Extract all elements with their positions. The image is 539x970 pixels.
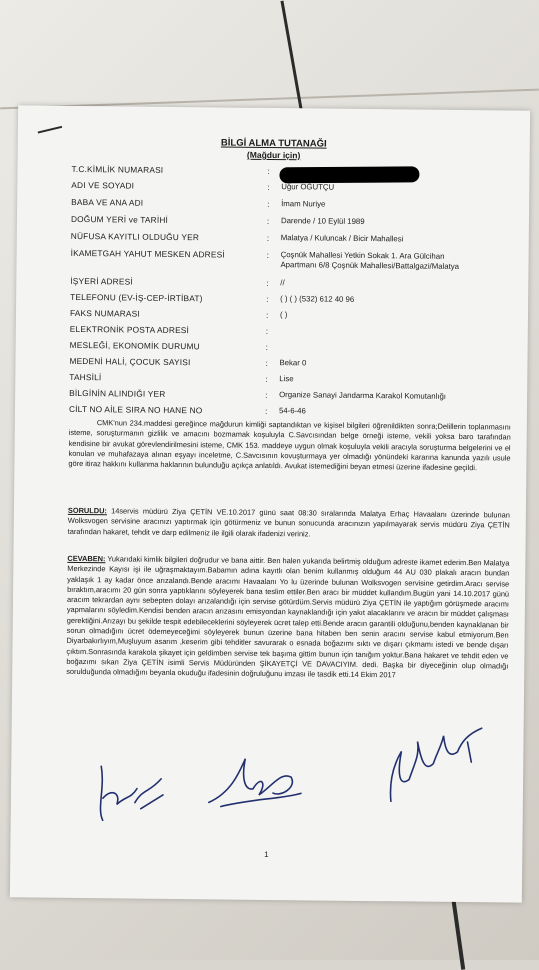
field-label: TAHSİLİ — [69, 371, 102, 383]
pen-mark — [36, 124, 66, 136]
signature-2 — [201, 752, 312, 813]
field-colon: : — [265, 309, 269, 320]
field-label: CİLT NO AİLE SIRA NO HANE NO — [68, 403, 203, 416]
field-colon: : — [266, 293, 269, 304]
field-label: İŞYERİ ADRESİ — [70, 275, 133, 287]
field-value: Organize Sanayi Jandarma Karakol Komutanlığı — [279, 390, 447, 401]
page-number: 1 — [264, 849, 269, 860]
field-value: Bekar 0 — [279, 358, 307, 368]
field-value: Çoşnük Mahallesi Yetkin Sokak 1. Ara Gülcihan Apartmanı 6/8 Çoşnük Mahallesi/Battalgazi/Malatya — [280, 250, 460, 271]
field-label: DOĞUM YERİ ve TARİHİ — [70, 213, 169, 225]
field-name — [71, 180, 511, 199]
field-colon: : — [264, 405, 268, 416]
field-value: // — [280, 278, 285, 288]
field-value: İmam Nuriye — [281, 199, 326, 209]
field-colon: : — [265, 341, 269, 352]
answer-paragraph — [66, 554, 509, 682]
field-label: ELEKTRONİK POSTA ADRESİ — [69, 323, 190, 336]
field-birth — [71, 214, 511, 233]
signature-1 — [91, 758, 172, 829]
answer-text: Yukarıdaki kimlik bilgileri doğrudur ve bana aittir. Ben halen yukarıda belirtmiş olduğum adreste ikamet ederim.Ben Malatya Merkezinde Kayısı işi ile uğraşmaktayım.Babamın adına kayıtlı olan benim kullanmış olduğum 44 AU 030 plakalı aracın bundan yaklaşık 1 ay kadar önce arızalandı.Bende aracımı Havaalanı Yo lu üzerinde bulunan Wolksvogen servisine getirdim.Aracı servise bıraktım,aracımı 20 gün sonra yaptıklarını söyleyerek bana teslim ettiler.Ben aracı bir müddet kullandım.Bugün yani 14.10.2017 günü aracım tekrardan aynı sebepten dolayı arızalandığı için servise götürdüm.Servis müdürü Ziya ÇETİN ile yaptığım görüşmede aracımı yapmalarını söyledim.Kendisi benden aracın arızasını emisyondan kaynaklandığı için yakıt alacaklarını ve aracın bir müddet çalışması gerektiğini.Arızayı bu şekilde tespit edebileceklerini söyleyerek ücret talep etti.Bende aracın garantili olduğunu,benden kaynaklanan bir sorun olmadığını ücret ödemeyeceğimi söyleyerek bunun üzerine bana hitaben ben senin aracını servise kabul etmiyorum.Ben Diyarbakırlıyım,Muşluyum asarım ,keserim gibi tehditler savurarak o esnada boğazımı sıktı ve dışarı çıkmamı istedi ve bende dışarı çıktım.Sonrasında karakola şikayet için geldimben servise tek başıma gittim bunun için tanığım yoktur.Bana hakaret ve tehdit eden ve boğazımı sıkan Ziya ÇETİN isimli Servis Müdüründen ŞİKAYETÇİ VE DAVACIYIM. dedi. Başka bir diyeceğinin olup olmadığı sorulduğunda olmadığını beyanla okuduğu ifadesinin doğruluğunu imzası ile tasdik etti.14 Ekim 2017 — [66, 554, 510, 680]
field-value: Malatya / Kuluncak / Bicir Mahallesi — [280, 233, 404, 244]
field-colon: : — [267, 165, 270, 176]
field-colon: : — [267, 181, 270, 192]
field-colon: : — [266, 249, 269, 260]
field-value: ( ) — [279, 310, 288, 320]
field-colon: : — [267, 198, 270, 209]
field-label: MESLEĞİ, EKONOMİK DURUMU — [69, 339, 200, 352]
field-colon: : — [265, 389, 268, 400]
field-colon: : — [266, 215, 270, 226]
field-value: 54-6-46 — [278, 406, 306, 416]
field-colon: : — [265, 357, 268, 368]
question-text: 14servis müdürü Ziya ÇETİN VE.10.2017 günü saat 08:30 sıralarında Malatya Erhaç Havaalanı üzerinde bulunan Wolksvogen servisine aracınızı yaptırmak için götürmeniz ve bunun sonucunda aracınızın yapılmayarak servis müdürü Ziya ÇETİN tarafından hakaret, tehdit ve darp edilmeniz ile ilgili olarak ifadenizi veriniz. — [67, 506, 510, 539]
field-value: Darende / 10 Eylül 1989 — [280, 216, 365, 226]
field-colon: : — [266, 232, 270, 243]
field-label: BİLGİNİN ALINDIĞI YER — [69, 387, 166, 399]
document-sheet — [10, 105, 530, 902]
field-colon: : — [265, 373, 268, 384]
answer-label: CEVABEN: — [67, 553, 106, 564]
field-label: NÜFUSA KAYITLI OLDUĞU YER — [70, 230, 200, 243]
field-value: Lise — [279, 374, 294, 384]
field-label: T.C.KİMLİK NUMARASI — [71, 163, 164, 175]
field-address — [70, 248, 510, 277]
field-value: ( ) ( ) (532) 612 40 96 — [280, 294, 355, 304]
question-label: SORULDU: — [67, 505, 107, 516]
field-colon: : — [265, 325, 269, 336]
field-label: ADI VE SOYADI — [71, 179, 135, 191]
signature-3 — [371, 721, 502, 812]
question-paragraph — [68, 506, 510, 542]
field-parents — [71, 197, 511, 216]
field-value: Uğur OĞUTÇU — [281, 182, 335, 192]
field-colon: : — [266, 277, 269, 288]
field-label: FAKS NUMARASI — [69, 307, 140, 319]
rights-paragraph: CMK'nun 234.maddesi gereğince mağdurun kimliği saptandıktan ve kişisel bilgileri öğrenildikten sonra;Delillerin toplanmasını isteme, soruşturmanın gizlilik ve amacını bozmamak koşuluyla C.Savcısından belge örneği isteme, vekili yoksa baro tarafından kendisine bir avukat görevlendirilmesini isteme, CMK 153. maddeye uygun olmak koşuluyla vekili aracıyla soruşturma belgelerini ve el konulan ve muhafazaya alınan eşyayı inceletme, C.Savcısının kovuşturmaya yer olmadığı yönündeki kararına kanunda yazılı usule göre itiraz hakkını kullanma haklarının bulunduğu açıkça anlatıldı. Avukat istemediğini beyan etmesi üzerine ifadesine geçildi. — [68, 418, 511, 473]
field-registry — [71, 231, 511, 250]
field-label: TELEFONU (EV-İŞ-CEP-İRTİBAT) — [70, 291, 203, 304]
document-title: BİLGİ ALMA TUTANAĞI — [220, 137, 327, 150]
field-label: İKAMETGAH YAHUT MESKEN ADRESİ — [70, 247, 225, 260]
field-label: MEDENİ HALİ, ÇOCUK SAYISI — [69, 355, 191, 368]
document-subtitle: (Mağdur için) — [246, 149, 301, 161]
field-label: BABA VE ANA ADI — [71, 196, 144, 208]
